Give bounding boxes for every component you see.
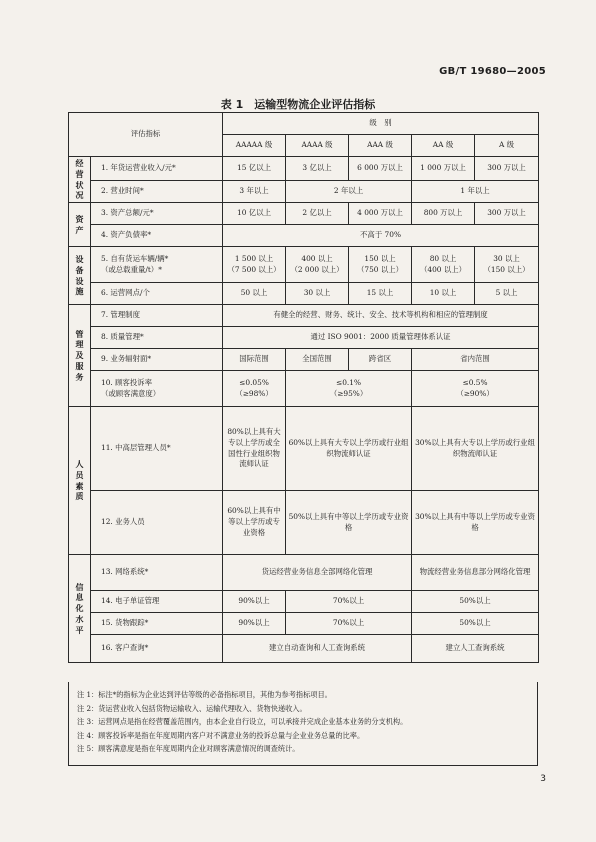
value-cell: 300 万以上 [475,203,539,225]
value-cell: 50%以上 [412,591,539,613]
value-cell [223,371,286,407]
value-line2: （750 以上） [357,264,404,274]
table-row [69,491,539,555]
table-row [69,247,539,283]
category-informatization: 信 息 化 水 平 [69,555,91,663]
value-cell [286,371,412,407]
table-notes [68,682,538,766]
value-line1: 1 500 以上 [234,253,274,263]
value-cell [412,371,539,407]
indicator-label: 13. 网络系统* [91,555,223,591]
value-line1: ≤0.05% [239,377,269,387]
value-cell: 300 万以上 [475,157,539,181]
value-cell: 通过 ISO 9001：2000 质量管理体系认证 [223,327,539,349]
value-cell: 1 年以上 [412,181,539,203]
category-equipment: 设 备 设 施 [69,247,91,305]
indicator-label-line1: 10. 顾客投诉率 [101,377,153,387]
value-cell: 10 亿以上 [223,203,286,225]
indicator-label-line2: （或顾客满意度） [101,388,161,398]
note-3: 注 3：运营网点是指在经营覆盖范围内，由本企业自行设立，可以承接并完成企业基本业务的分支机构。 [77,717,408,726]
value-cell: 3 亿以上 [286,157,349,181]
indicator-label: 1. 年货运营业收入/元* [91,157,223,181]
table-row [69,407,539,491]
value-line2: （2 000 以上） [290,264,344,274]
value-cell [286,247,349,283]
table-row [69,327,539,349]
value-cell: 5 以上 [475,283,539,305]
value-cell: 建立自动查询和人工查询系统 [223,635,412,663]
header-row [69,113,539,135]
value-cell: 省内范围 [412,349,539,371]
value-cell: 90%以上 [223,613,286,635]
level-5a: AAAAA 级 [223,135,286,157]
table-row [69,283,539,305]
indicator-label: 4. 资产负债率* [91,225,223,247]
indicator-label: 2. 营业时间* [91,181,223,203]
table-row [69,371,539,407]
value-cell: 60%以上具有大专以上学历或行业组织物流师认证 [286,407,412,491]
header-indicator: 评估指标 [69,113,223,157]
value-cell: 30%以上具有大专以上学历或行业组织物流师认证 [412,407,539,491]
value-cell: 800 万以上 [412,203,475,225]
value-cell: 50 以上 [223,283,286,305]
table-row [69,157,539,181]
value-cell: 90%以上 [223,591,286,613]
value-cell: 跨省区 [349,349,412,371]
indicator-label-line1: 5. 自有货运车辆/辆* [101,253,169,263]
level-1a: A 级 [475,135,539,157]
value-cell [475,247,539,283]
value-cell [412,247,475,283]
value-line1: 400 以上 [301,253,333,263]
value-cell: 物流经营业务信息部分网络化管理 [412,555,539,591]
value-line2: （≥98%） [235,388,273,398]
value-cell: 15 以上 [349,283,412,305]
indicator-label: 8. 质量管理* [91,327,223,349]
value-line1: ≤0.1% [336,377,361,387]
table-row [69,349,539,371]
indicator-label: 6. 运营网点/个 [91,283,223,305]
value-line2: （≥95%） [329,388,368,398]
indicator-label-line2: （或总载重量/t）* [101,264,162,274]
table-row [69,305,539,327]
table-title: 表 1 运输型物流企业评估指标 [220,98,376,111]
indicator-label: 9. 业务辐射面* [91,349,223,371]
indicator-label: 16. 客户查询* [91,635,223,663]
level-3a: AAA 级 [349,135,412,157]
indicator-label: 7. 管理制度 [91,305,223,327]
category-personnel: 人 员 素 质 [69,407,91,555]
value-cell [223,247,286,283]
note-1: 注 1：标注*的指标为企业达到评估等级的必备指标项目，其他为参考指标项目。 [77,690,332,699]
indicator-label: 11. 中高层管理人员* [91,407,223,491]
table-row [69,613,539,635]
indicator-label [91,247,223,283]
value-cell: 国际范围 [223,349,286,371]
value-line1: 150 以上 [364,253,396,263]
value-cell: 50%以上具有中等以上学历或专业资格 [286,491,412,555]
value-line2: （7 500 以上） [227,264,281,274]
value-cell: 60%以上具有中等以上学历或专业资格 [223,491,286,555]
level-4a: AAAA 级 [286,135,349,157]
table-row [69,555,539,591]
value-line1: 30 以上 [493,253,520,263]
table-row [69,635,539,663]
value-cell: 不高于 70% [223,225,539,247]
value-cell: 30%以上具有中等以上学历或专业资格 [412,491,539,555]
table-row [69,591,539,613]
value-cell: 1 000 万以上 [412,157,475,181]
indicator-label: 12. 业务人员 [91,491,223,555]
value-cell: 70%以上 [286,613,412,635]
indicator-label [91,371,223,407]
category-assets: 资 产 [69,203,91,247]
value-line1: ≤0.5% [462,377,488,387]
header-level: 级 别 [223,113,539,135]
value-cell: 70%以上 [286,591,412,613]
value-line2: （≥90%） [456,388,494,398]
indicator-label: 3. 资产总额/元* [91,203,223,225]
value-cell: 全国范围 [286,349,349,371]
category-business: 经 营 状 况 [69,157,91,203]
value-line2: （150 以上） [483,264,530,274]
value-cell: 货运经营业务信息全部网络化管理 [223,555,412,591]
value-cell [349,247,412,283]
indicator-label: 14. 电子单证管理 [91,591,223,613]
table-row [69,203,539,225]
value-cell: 有健全的经营、财务、统计、安全、技术等机构和相应的管理制度 [223,305,539,327]
value-cell: 3 年以上 [223,181,286,203]
evaluation-table [68,112,539,663]
value-line2: （400 以上） [420,264,467,274]
note-2: 注 2：货运营业收入包括货物运输收入、运输代理收入、货物快递收入。 [77,703,307,713]
value-cell: 30 以上 [286,283,349,305]
category-management: 管 理 及 服 务 [69,305,91,407]
value-cell: 4 000 万以上 [349,203,412,225]
table-row [69,225,539,247]
value-cell: 15 亿以上 [223,157,286,181]
level-2a: AA 级 [412,135,475,157]
value-cell: 2 亿以上 [286,203,349,225]
value-cell: 80%以上具有大专以上学历或全国性行业组织物流师认证 [223,407,286,491]
value-line1: 80 以上 [429,253,457,263]
indicator-label: 15. 货物跟踪* [91,613,223,635]
value-cell: 6 000 万以上 [349,157,412,181]
value-cell: 50%以上 [412,613,539,635]
value-cell: 2 年以上 [286,181,412,203]
standard-code: GB/T 19680—2005 [439,66,546,77]
value-cell: 建立人工查询系统 [412,635,539,663]
page-number: 3 [540,774,546,784]
note-4: 注 4：顾客投诉率是指在年度周期内客户对不满意业务的投诉总量与企业业务总量的比率。 [77,730,365,740]
table-row [69,181,539,203]
note-5: 注 5：顾客满意度是指在年度周期内企业对顾客满意情况的调查统计。 [77,744,300,753]
value-cell: 10 以上 [412,283,475,305]
